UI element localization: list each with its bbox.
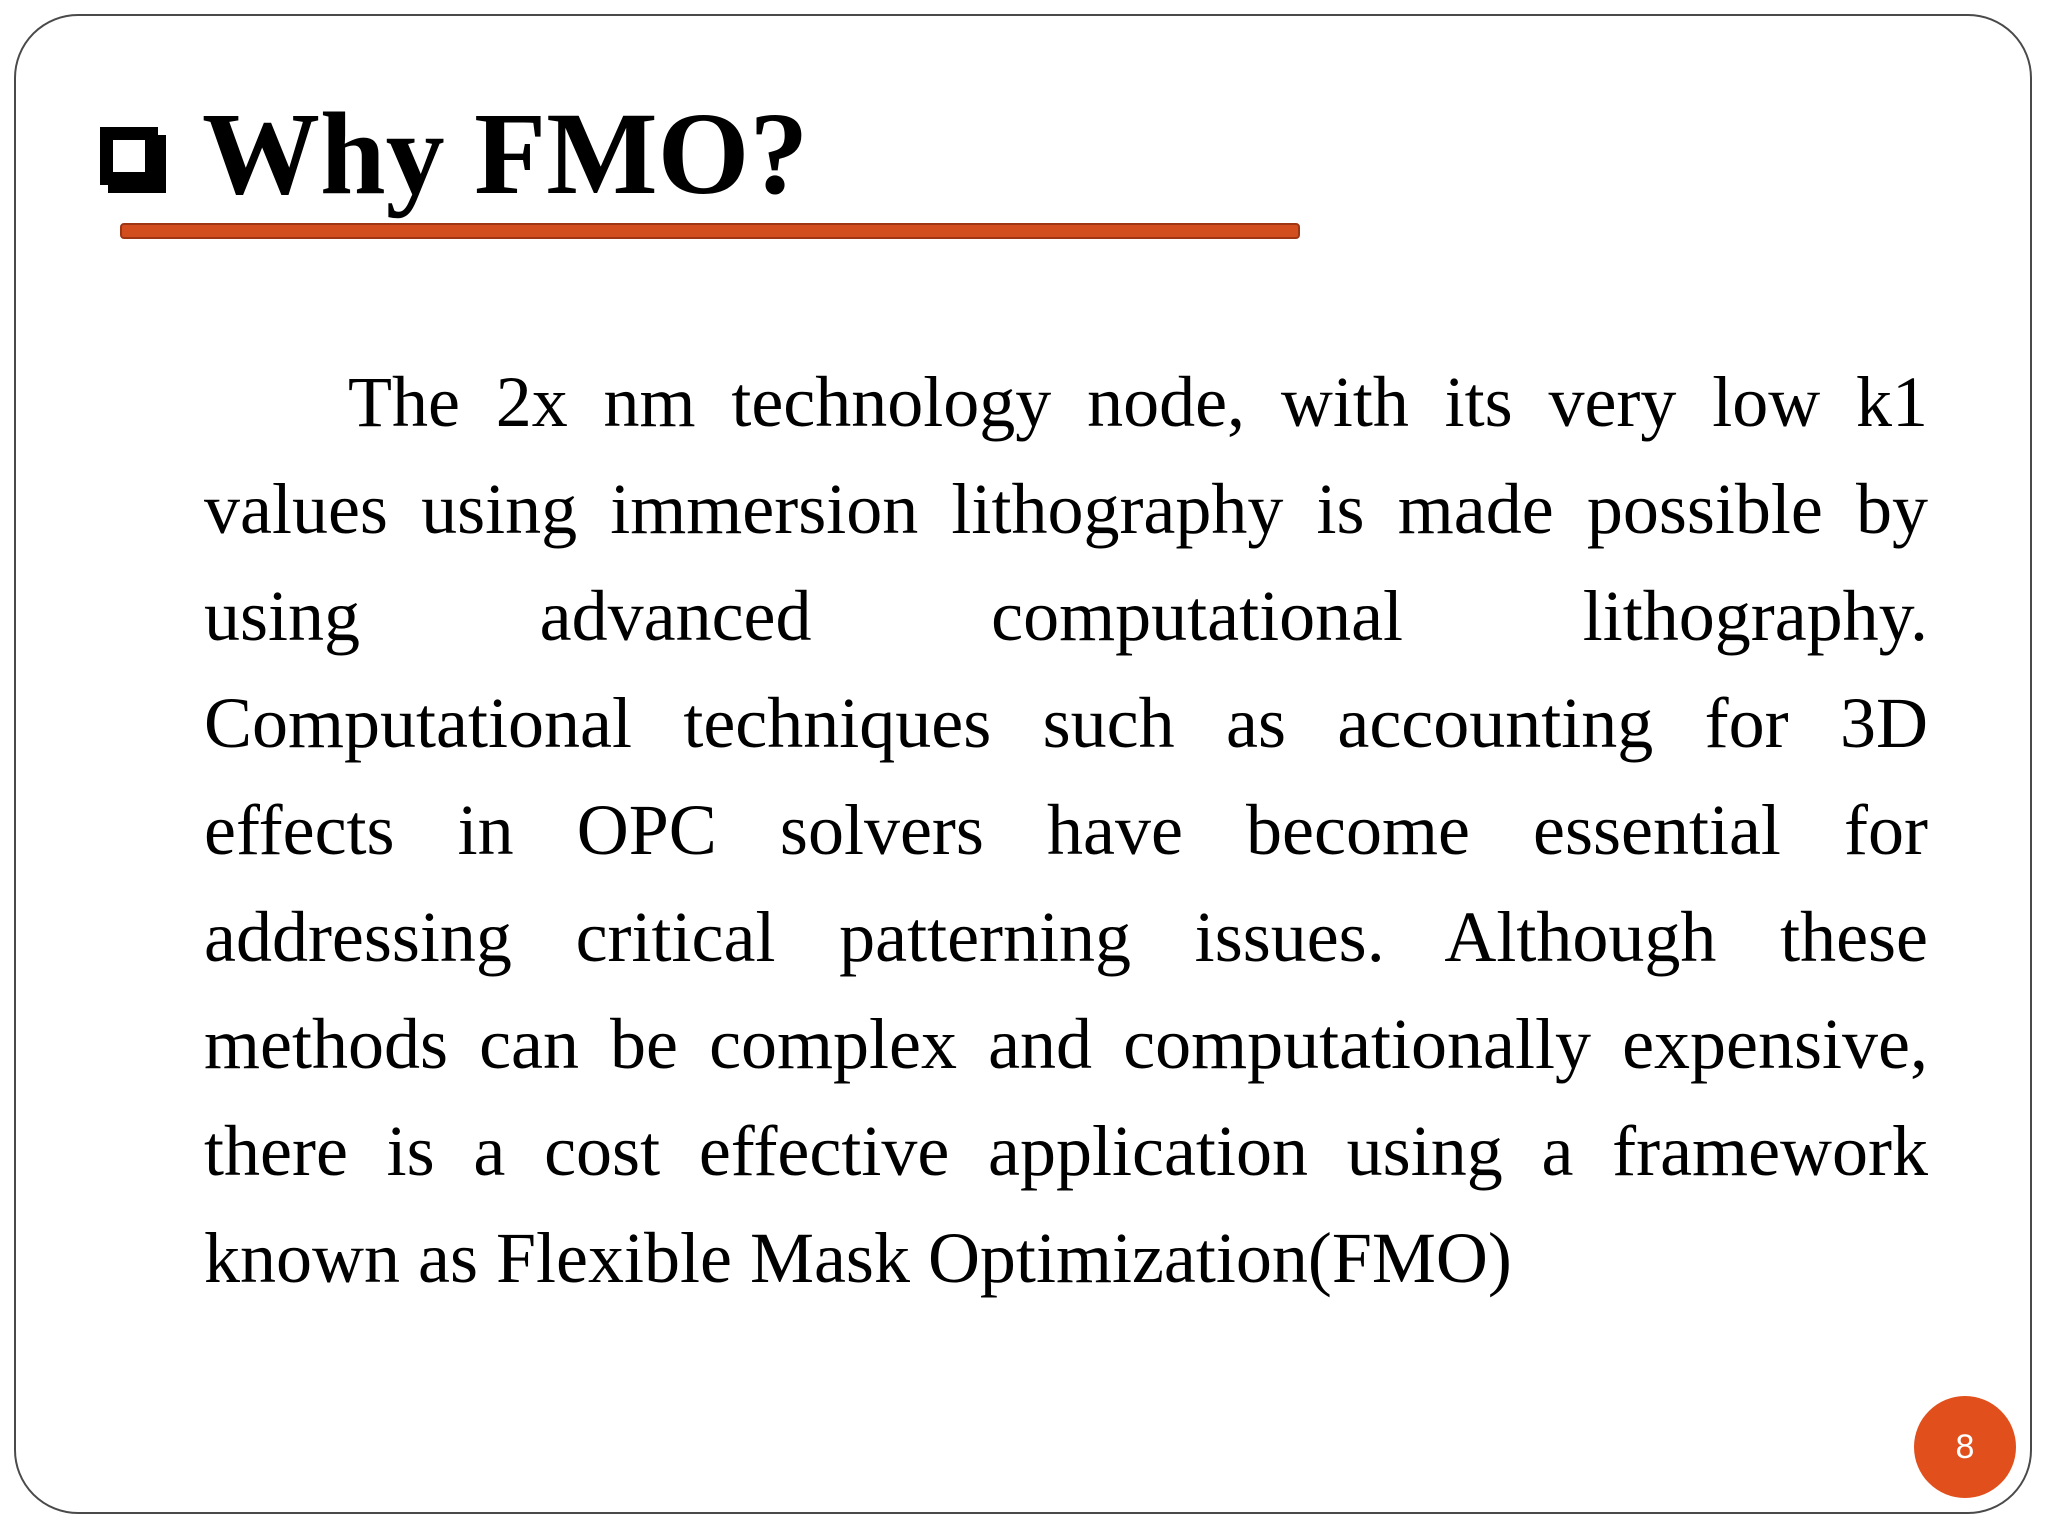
title-underline bbox=[120, 223, 1300, 239]
slide-frame bbox=[14, 14, 2032, 1514]
body-line: known as Flexible Mask Optimization(FMO) bbox=[204, 1218, 1512, 1298]
body-line: methods can be complex and computationally expensive, bbox=[204, 1004, 1928, 1084]
body-line: values using immersion lithography is made possible by bbox=[204, 469, 1928, 549]
body-line: The 2x nm technology node, with its very low k1 bbox=[348, 362, 1928, 442]
body-line: using advanced computational lithography. bbox=[204, 576, 1928, 656]
page-number-badge: 8 bbox=[1914, 1396, 2016, 1498]
body-line: there is a cost effective application using a framework bbox=[204, 1111, 1928, 1191]
slide-title: Why FMO? bbox=[202, 88, 809, 219]
body-paragraph bbox=[204, 349, 1928, 1312]
slide-title-row bbox=[100, 88, 809, 219]
body-line: effects in OPC solvers have become essential for bbox=[204, 790, 1928, 870]
body-line: addressing critical patterning issues. Although these bbox=[204, 897, 1928, 977]
checkbox-square-icon bbox=[100, 127, 158, 185]
body-line: Computational techniques such as accounting for 3D bbox=[204, 683, 1928, 763]
